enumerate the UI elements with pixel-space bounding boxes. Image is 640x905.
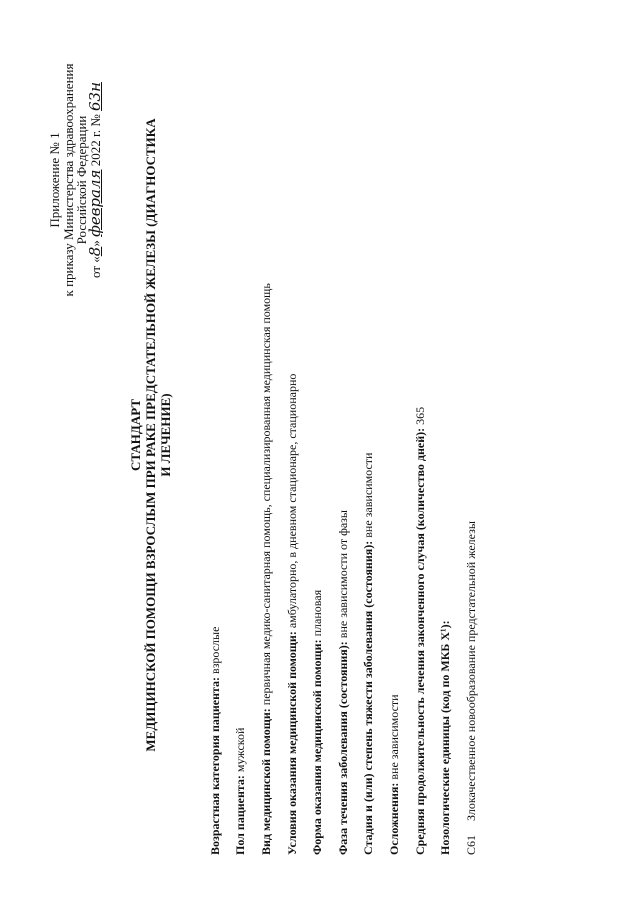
annex-header [48,15,102,345]
title-line-2: МЕДИЦИНСКОЙ ПОМОЩИ ВЗРОСЛЫМ ПРИ РАКЕ ПРЕДСТАТЕЛЬНОЙ ЖЕЛЕЗЫ (ДИАГНОСТИКА [143,118,158,752]
field-phase: Фаза течения заболевания (состояния): вне зависимости от фазы [336,510,350,855]
field-duration: Средняя продолжительность лечения законченного случая (количество дней): 365 [413,406,427,855]
icd-name: Злокачественное новообразование предстательной железы [464,521,478,821]
annex-line-2: к приказу Министерства здравоохранения [60,63,76,297]
field-sex: Пол пациента: мужской [233,727,247,855]
field-care-type: Вид медицинской помощи: первичная медико-санитарная помощь, специализированная медицинская помощь [259,283,273,855]
field-age: Возрастная категория пациента: взрослые [208,626,222,855]
annex-date-row [85,15,104,345]
date-mid: » [87,240,103,247]
date-month: февраля [85,169,104,237]
annex-line-3: Российской Федерации [74,115,89,245]
document-title [128,5,173,865]
field-complications: Осложнения: вне зависимости [387,694,401,855]
icd-code: C61 [464,834,478,855]
field-care-form: Форма оказания медицинской помощи: плановая [310,589,324,855]
icd-code-row [464,521,479,855]
title-line-3: И ЛЕЧЕНИЕ) [158,393,173,477]
date-year: 2022 г. № [87,114,103,167]
date-day: 8 [85,246,104,257]
field-stage: Стадия и (или) степень тяжести заболевания (состояния): вне зависимости [361,452,375,855]
annex-line-1: Приложение № 1 [47,132,62,228]
title-line-1: СТАНДАРТ [128,399,143,472]
order-number: 63н [85,82,104,111]
field-nosology: Нозологические единицы (код по МКБ X¹): [438,620,452,855]
date-prefix: от « [87,256,103,278]
field-care-conditions: Условия оказания медицинской помощи: амбулаторно, в дневном стационаре, стационарно [285,373,299,855]
